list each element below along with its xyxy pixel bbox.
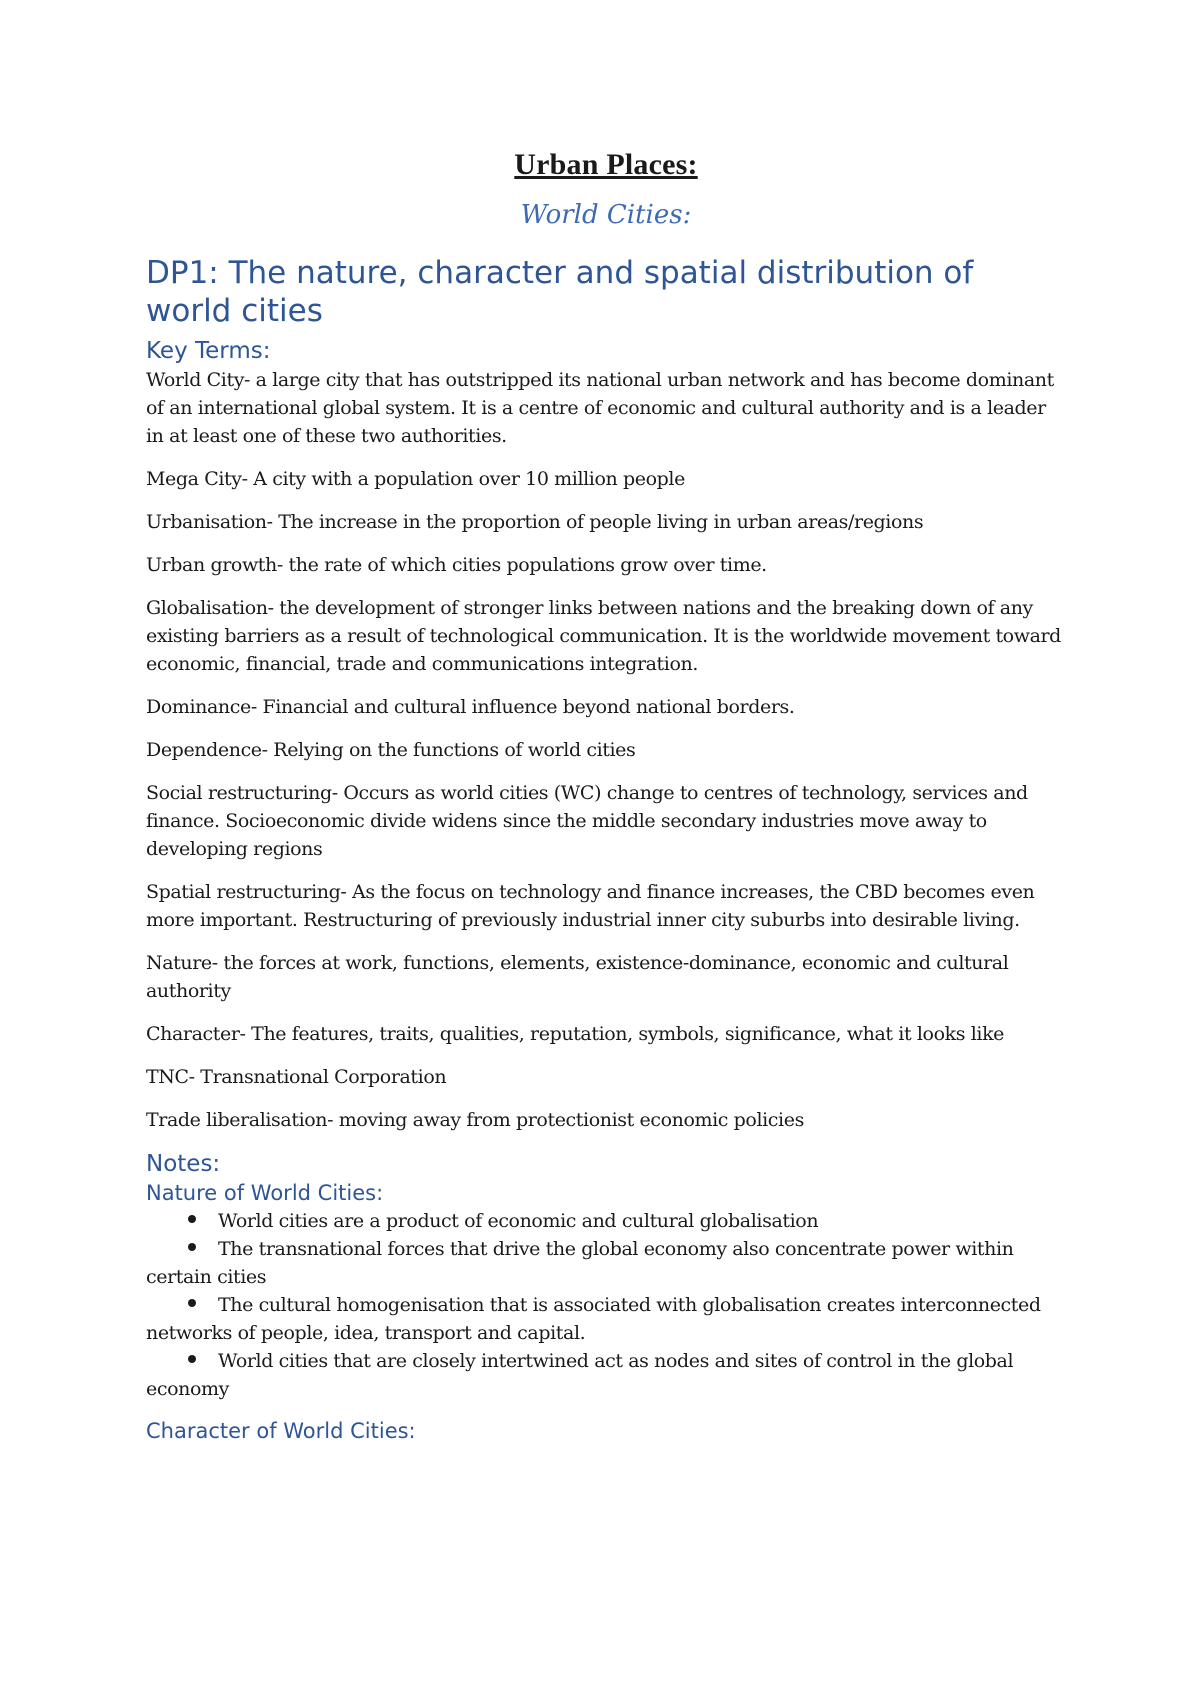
term-trade-liberalisation: Trade liberalisation- moving away from protectionist economic policies <box>146 1109 804 1131</box>
term-nature: Nature- the forces at work, functions, elements, existence-dominance, economic and cultural authority <box>146 952 1009 1002</box>
term-character: Character- The features, traits, qualities, reputation, symbols, significance, what it looks like <box>146 1023 1005 1045</box>
document-subtitle: World Cities: <box>520 200 692 230</box>
nature-bullet-list <box>146 1207 1066 1403</box>
bullet-icon <box>188 1243 196 1251</box>
section-heading: DP1: The nature, character and spatial distribution of world cities <box>146 255 974 329</box>
term-dependence: Dependence- Relying on the functions of world cities <box>146 739 636 761</box>
term-urban-growth: Urban growth- the rate of which cities populations grow over time. <box>146 554 767 576</box>
bullet-text: The cultural homogenisation that is associated with globalisation creates interconnected networks of people, idea, transport and capital. <box>146 1294 1041 1344</box>
list-item <box>146 1235 1066 1291</box>
notes-heading: Notes: <box>146 1151 221 1177</box>
nature-heading: Nature of World Cities: <box>146 1181 384 1205</box>
term-globalisation: Globalisation- the development of stronger links between nations and the breaking down of any existing barriers as a result of technological communication. It is the worldwide movement toward economic, financial, trade and communications integration. <box>146 597 1061 675</box>
bullet-icon <box>188 1215 196 1223</box>
term-mega-city: Mega City- A city with a population over 10 million people <box>146 468 685 490</box>
bullet-icon <box>188 1299 196 1307</box>
term-social-restructuring: Social restructuring- Occurs as world cities (WC) change to centres of technology, services and finance. Socioeconomic divide widens since the middle secondary industries move away to developing regions <box>146 782 1028 860</box>
key-terms-list <box>146 366 1066 1134</box>
document-content <box>146 148 1066 1445</box>
term-tnc: TNC- Transnational Corporation <box>146 1066 447 1088</box>
list-item <box>146 1207 1066 1235</box>
bullet-icon <box>188 1355 196 1363</box>
key-terms-heading: Key Terms: <box>146 338 271 364</box>
term-spatial-restructuring: Spatial restructuring- As the focus on technology and finance increases, the CBD becomes even more important. Restructuring of previously industrial inner city suburbs into desirable living. <box>146 881 1035 931</box>
list-item <box>146 1291 1066 1347</box>
bullet-text: World cities that are closely intertwined act as nodes and sites of control in the global economy <box>146 1350 1014 1400</box>
list-item <box>146 1347 1066 1403</box>
bullet-text: World cities are a product of economic and cultural globalisation <box>218 1210 819 1232</box>
document-title: Urban Places: <box>514 148 698 181</box>
term-urbanisation: Urbanisation- The increase in the proportion of people living in urban areas/regions <box>146 511 924 533</box>
term-world-city: World City- a large city that has outstripped its national urban network and has become dominant of an international global system. It is a centre of economic and cultural authority and is a leader in at least one of these two authorities. <box>146 369 1054 447</box>
bullet-text: The transnational forces that drive the global economy also concentrate power within certain cities <box>146 1238 1014 1288</box>
term-dominance: Dominance- Financial and cultural influence beyond national borders. <box>146 696 795 718</box>
character-heading: Character of World Cities: <box>146 1419 416 1443</box>
